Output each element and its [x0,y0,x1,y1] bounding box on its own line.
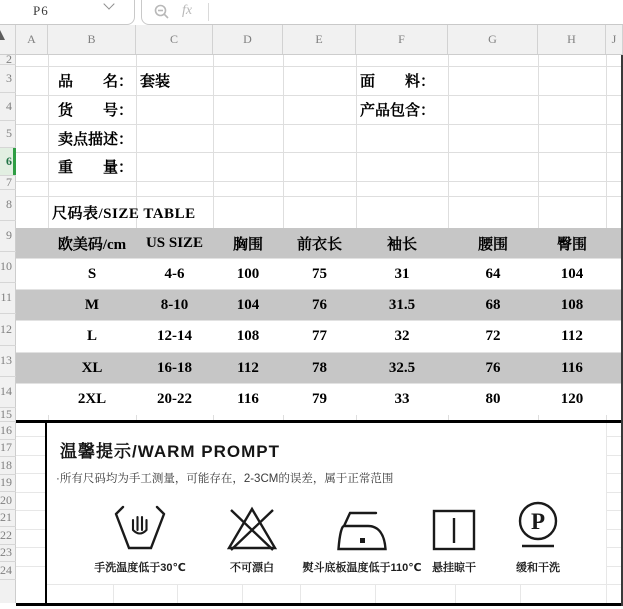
table-bottom-border [16,420,623,423]
fx-icon[interactable]: fx [182,3,193,18]
table-row [16,384,621,415]
column-header[interactable]: B [48,25,136,54]
table-cell[interactable]: 32 [394,328,410,344]
column-header[interactable]: D [213,25,283,54]
care-label: 缓和干洗 [516,562,560,574]
row-number: 24 [0,562,12,577]
gridline [16,510,45,511]
row-header[interactable] [0,252,16,283]
table-cell[interactable]: 100 [236,265,260,282]
row-header[interactable] [0,562,16,580]
table-cell[interactable]: 116 [237,391,259,407]
row-number: 13 [0,353,12,368]
table-cell[interactable]: 75 [312,265,327,282]
weight-label[interactable]: 重 量： [58,160,134,176]
table-cell[interactable]: 12-14 [157,328,192,344]
table-cell[interactable]: 108 [560,296,584,313]
name-box[interactable] [0,0,135,25]
row-number: 5 [6,126,12,141]
row-header[interactable] [0,475,16,492]
select-all-corner[interactable] [0,25,16,54]
row-header[interactable] [0,545,16,562]
formula-input[interactable] [141,0,623,25]
table-cell[interactable]: 8-10 [160,296,189,313]
row-header[interactable] [0,527,16,545]
zoom-out-icon[interactable] [154,4,170,20]
row-header[interactable] [0,422,16,440]
item-no-label[interactable]: 货 号： [58,103,134,119]
row-number: 12 [0,321,12,336]
table-row-spacer [16,353,48,383]
gridline [177,584,178,603]
warm-box-left-border [45,421,47,603]
column-header[interactable]: G [448,25,538,54]
table-header-cell[interactable]: 臀围 [556,236,587,253]
table-cell[interactable]: 120 [560,391,584,407]
column-header[interactable]: H [538,25,606,54]
row-header[interactable] [0,93,16,121]
formula-bar [0,0,623,25]
table-cell[interactable]: 112 [561,328,583,344]
table-row-spacer [16,259,48,289]
row-header[interactable] [0,190,16,221]
care-label: 手洗温度低于30℃ [94,562,186,574]
table-cell[interactable]: 104 [560,265,584,282]
row-header[interactable] [0,492,16,510]
table-cell[interactable]: 76 [312,296,327,313]
chevron-down-icon[interactable] [103,0,114,10]
table-header-cell[interactable]: 腰围 [477,236,508,253]
table-header-cell[interactable]: 前衣长 [296,236,342,253]
table-row-spacer [16,290,48,320]
svg-text:P: P [530,509,546,534]
table-row [16,259,621,290]
row-number: 23 [0,545,12,560]
row-header[interactable] [0,510,16,527]
row-number: 11 [0,290,12,305]
table-header-cell[interactable]: 袖长 [386,236,417,253]
gridline [16,529,45,530]
selected-row-bar [13,148,16,175]
cell-reference[interactable]: P6 [33,3,49,18]
select-all-icon [0,30,5,40]
table-cell[interactable]: 20-22 [157,391,192,407]
table-header-cell[interactable]: 胸围 [232,236,263,253]
gridline [16,566,45,567]
table-cell[interactable]: S [87,265,97,282]
row-header[interactable] [0,148,16,176]
row-number: 22 [0,527,12,542]
table-cell[interactable]: 32.5 [388,359,416,376]
column-header[interactable]: C [136,25,213,54]
row-number: 10 [0,259,12,274]
product-name-value[interactable]: 套装 [140,74,171,90]
care-label: 悬挂晾干 [432,562,476,574]
table-cell[interactable]: 4-6 [164,265,185,282]
row-number: 17 [0,440,12,455]
gridline [16,436,45,437]
table-row-spacer [16,384,48,415]
column-header[interactable]: E [283,25,356,54]
gridline [16,547,45,548]
table-cell[interactable]: 31.5 [388,296,416,313]
row-number: 16 [0,422,12,437]
includes-label[interactable]: 产品包含： [360,103,436,119]
row-number: 19 [0,475,12,490]
table-cell[interactable]: 76 [485,359,501,376]
warm-box-bottom-border [16,603,623,606]
table-row-spacer [16,321,48,352]
fabric-label[interactable]: 面 料： [360,74,436,90]
table-cell[interactable]: 64 [485,265,501,282]
table-header-row [16,228,621,259]
table-header-cell[interactable]: 欧美码/cm [57,236,127,253]
table-cell[interactable]: 104 [236,296,260,313]
warm-prompt-note[interactable]: ·所有尺码均为手工测量，可能存在，2-3CM的误差，属于正常范围 [56,473,394,485]
row-header[interactable] [0,408,16,422]
table-header-cell[interactable]: US SIZE [145,234,204,251]
table-cell[interactable]: XL [81,359,103,376]
row-header[interactable] [0,176,16,190]
row-header[interactable] [0,221,16,252]
row-number: 14 [0,384,12,399]
row-number: 15 [0,408,12,421]
row-number: 9 [6,228,12,243]
warm-prompt-title[interactable]: 温馨提示/WARM PROMPT [60,442,280,461]
gridline [113,584,114,603]
gridline [47,584,623,585]
table-cell[interactable]: 68 [485,296,501,313]
table-row [16,353,621,384]
care-label: 不可漂白 [230,562,274,574]
gridline [16,473,45,474]
row-number: 7 [6,176,12,189]
size-table-title[interactable]: 尺码表/SIZE TABLE [52,205,196,222]
row-number: 2 [6,55,12,65]
selling-point-label[interactable]: 卖点描述： [58,131,134,148]
row-number: 21 [0,510,12,525]
row-header[interactable] [0,377,16,408]
row-number: 18 [0,457,12,472]
row-number: 8 [6,197,12,212]
gridline [375,584,376,603]
table-cell[interactable]: 16-18 [157,359,192,376]
gridline [242,584,243,603]
table-cell[interactable]: L [86,328,97,344]
gridline [520,584,521,603]
row-header[interactable] [0,283,16,314]
gridline [300,584,301,603]
table-cell[interactable]: 79 [312,391,327,407]
gridline [16,181,623,182]
table-row-spacer [16,228,48,258]
table-cell[interactable]: 116 [561,359,583,376]
table-cell[interactable]: 31 [394,265,410,282]
table-cell[interactable]: 33 [394,391,410,407]
column-header[interactable]: J [606,25,623,54]
row-header[interactable] [0,65,16,93]
table-cell[interactable]: 77 [312,328,327,344]
table-cell[interactable]: 78 [312,359,327,376]
gridline [16,455,45,456]
care-label: 熨斗底板温度低于110℃ [302,562,422,574]
gridline [455,584,456,603]
table-cell[interactable]: 112 [237,359,259,376]
table-cell[interactable]: M [84,296,100,313]
row-header[interactable] [0,121,16,148]
table-cell[interactable]: 72 [485,328,501,344]
table-row [16,321,621,353]
row-number: 20 [0,492,12,507]
table-cell[interactable]: 108 [236,328,260,344]
row-headers [0,55,16,603]
row-header[interactable] [0,457,16,475]
row-number: 4 [6,98,12,113]
table-row [16,290,621,321]
gridline [16,492,45,493]
column-header[interactable]: F [356,25,448,54]
size-table [16,228,621,415]
row-header[interactable] [0,346,16,377]
table-cell[interactable]: 80 [485,391,501,407]
column-headers [0,25,623,55]
row-header[interactable] [0,440,16,457]
row-header[interactable] [0,314,16,346]
row-number: 6 [6,153,12,168]
product-name-label[interactable]: 品 名： [58,74,134,90]
table-cell[interactable]: 2XL [77,391,107,407]
column-header[interactable]: A [16,25,48,54]
dry-clean-gentle-icon [468,500,608,552]
row-header[interactable] [0,55,16,65]
formula-separator [208,3,209,21]
row-number: 3 [6,70,12,85]
care-item[interactable] [468,500,608,575]
